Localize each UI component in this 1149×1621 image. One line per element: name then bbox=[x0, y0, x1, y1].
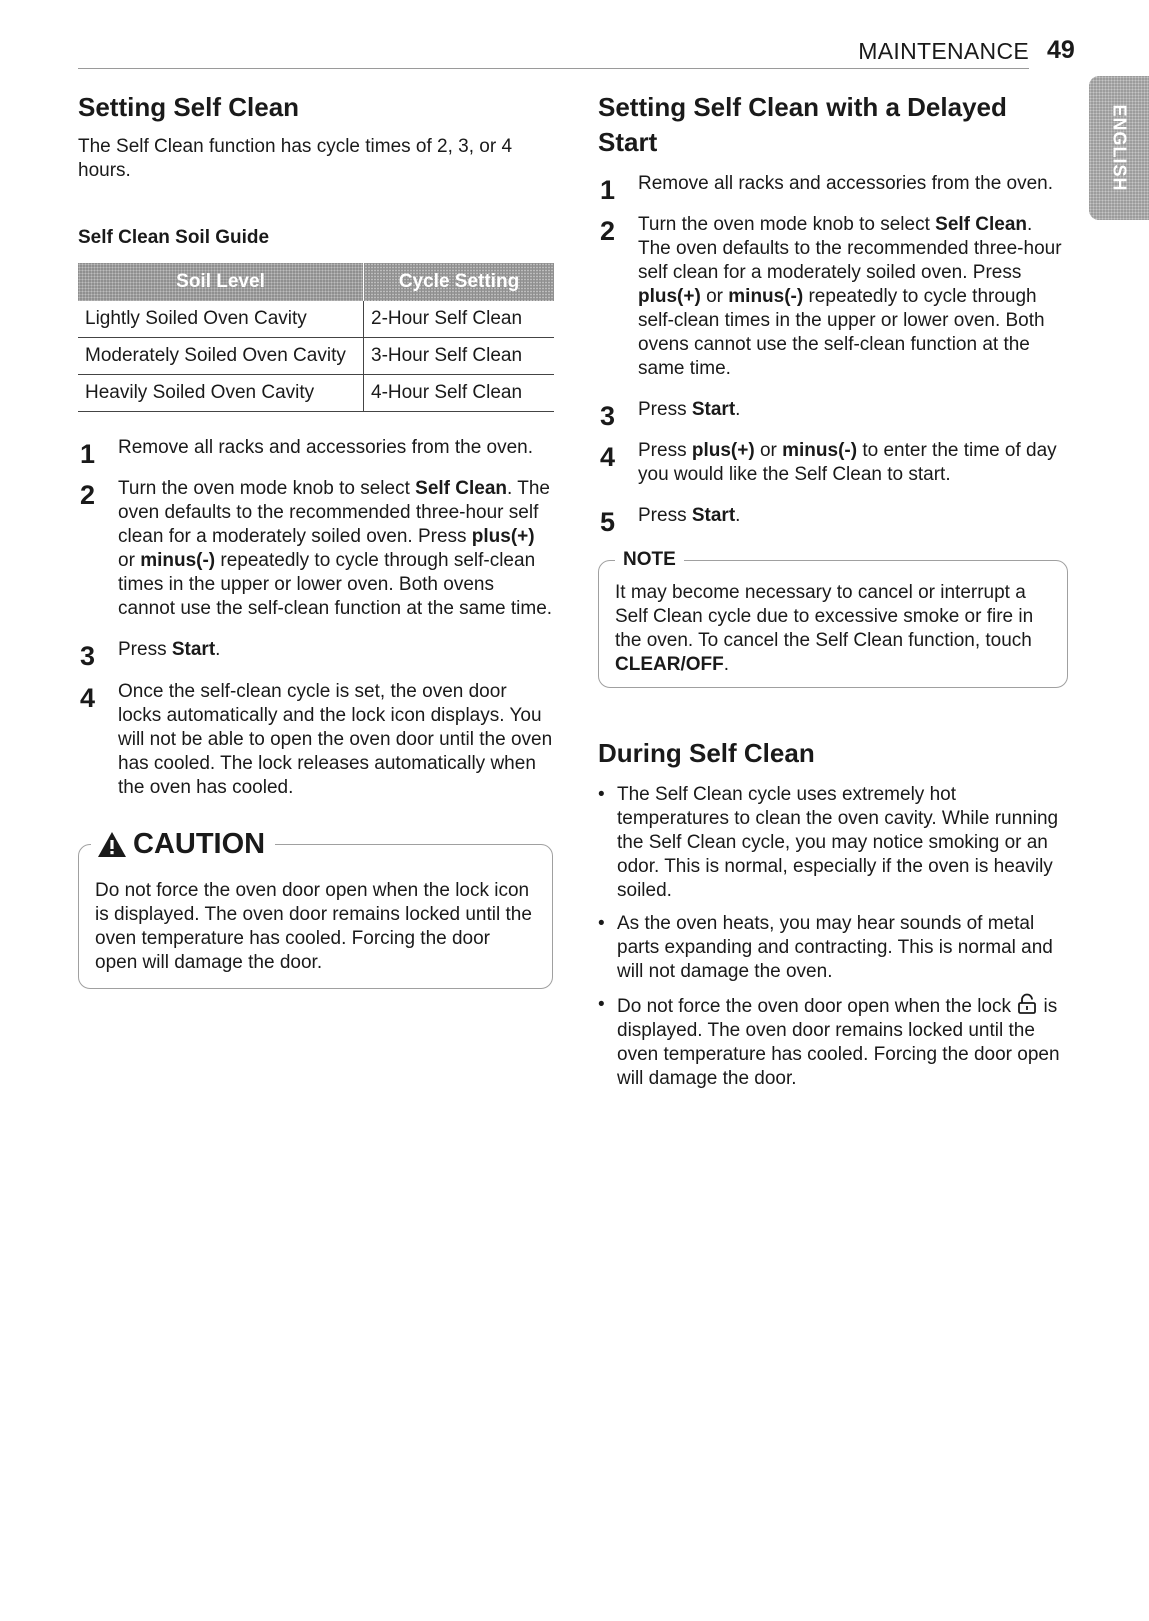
bullet: • bbox=[598, 784, 605, 805]
language-tab bbox=[1089, 76, 1149, 220]
step-number: 4 bbox=[600, 442, 616, 472]
table-header-cycle-setting: Cycle Setting bbox=[364, 263, 555, 301]
note-label: NOTE bbox=[615, 548, 684, 572]
list-item bbox=[598, 439, 1068, 487]
table-cell: Heavily Soiled Oven Cavity bbox=[78, 375, 364, 412]
table-header-soil-level: Soil Level bbox=[78, 263, 364, 301]
section-title: During Self Clean bbox=[598, 738, 815, 768]
list-item bbox=[598, 783, 1068, 903]
running-header: MAINTENANCE bbox=[858, 38, 1029, 64]
step-number: 3 bbox=[600, 401, 616, 431]
step-text: Remove all racks and accessories from the oven. bbox=[638, 173, 1054, 194]
step-number: 5 bbox=[600, 507, 616, 537]
intro-text: The Self Clean function has cycle times of 2, 3, or 4 hours. bbox=[78, 136, 513, 181]
bullet-text: As the oven heats, you may hear sounds of metal parts expanding and contracting. This is normal and will not damage the oven. bbox=[617, 913, 1053, 982]
step-text: Press Start. bbox=[638, 505, 741, 526]
step-text: Press Start. bbox=[118, 639, 221, 660]
bullet: • bbox=[598, 913, 605, 934]
section-title: Setting Self Clean bbox=[78, 92, 300, 122]
header-divider bbox=[78, 68, 1029, 69]
step-text: Once the self-clean cycle is set, the oven door locks automatically and the lock icon displays. You will not be able to open the oven door until the oven has cooled. The lock releases automatically when the oven has cooled. bbox=[118, 681, 553, 798]
caution-label: CAUTION bbox=[91, 824, 275, 864]
list-item bbox=[78, 638, 553, 671]
step-number: 3 bbox=[80, 641, 96, 671]
list-item bbox=[78, 436, 553, 469]
warning-triangle-icon bbox=[97, 831, 127, 858]
bullet: • bbox=[598, 994, 605, 1015]
step-number: 4 bbox=[80, 683, 96, 713]
table-cell: 3-Hour Self Clean bbox=[364, 338, 555, 375]
list-item bbox=[598, 912, 1068, 984]
table-cell: 4-Hour Self Clean bbox=[364, 375, 555, 412]
left-column bbox=[78, 90, 553, 989]
list-item bbox=[598, 993, 1068, 1091]
step-text: Turn the oven mode knob to select Self Clean. The oven defaults to the recommended three-hour self clean for a moderately soiled oven. Press plus(+) or minus(-) repeatedly to cycle through self-clean times in the upper or lower oven. Both ovens cannot use the self-clean function at the same time. bbox=[118, 478, 553, 619]
caution-text: Do not force the oven door open when the lock icon is displayed. The oven door remains locked until the oven temperature has cooled. Forcing the door open will damage the door. bbox=[95, 880, 532, 973]
list-item bbox=[598, 213, 1068, 381]
step-text: Press Start. bbox=[638, 399, 741, 420]
delayed-start-steps bbox=[598, 172, 1068, 537]
note-text: It may become necessary to cancel or interrupt a Self Clean cycle due to excessive smoke or fire in the oven. To cancel the Self Clean function, touch CLEAR/OFF. bbox=[615, 582, 1034, 675]
step-number: 1 bbox=[600, 175, 616, 205]
step-text: Turn the oven mode knob to select Self Clean. The oven defaults to the recommended three-hour self clean for a moderately soiled oven. Press plus(+) or minus(-) repeatedly to cycle through self-clean times in the upper or lower oven. Both ovens cannot use the self-clean function at the same time. bbox=[638, 214, 1062, 379]
step-number: 1 bbox=[80, 439, 96, 469]
step-text: Remove all racks and accessories from the oven. bbox=[118, 437, 534, 458]
self-clean-steps bbox=[78, 436, 553, 800]
step-number: 2 bbox=[80, 480, 96, 510]
list-item bbox=[598, 398, 1068, 431]
soil-guide-title: Self Clean Soil Guide bbox=[78, 227, 270, 248]
lock-icon bbox=[1016, 993, 1038, 1015]
language-tab-label: ENGLISH bbox=[1109, 104, 1130, 192]
step-number: 2 bbox=[600, 216, 616, 246]
table-row bbox=[78, 375, 554, 412]
soil-guide-table bbox=[78, 263, 554, 412]
table-cell: Moderately Soiled Oven Cavity bbox=[78, 338, 364, 375]
table-cell: Lightly Soiled Oven Cavity bbox=[78, 301, 364, 338]
bullet-text: Do not force the oven door open when the lock is displayed. The oven door remains locked until the oven temperature has cooled. Forcing the door open will damage the door. bbox=[617, 993, 1068, 1091]
table-cell: 2-Hour Self Clean bbox=[364, 301, 555, 338]
table-row bbox=[78, 301, 554, 338]
during-self-clean-list bbox=[598, 783, 1068, 1091]
right-column bbox=[598, 90, 1068, 1100]
page-number: 49 bbox=[1047, 36, 1075, 64]
list-item bbox=[78, 680, 553, 800]
list-item bbox=[598, 504, 1068, 537]
bullet-text: The Self Clean cycle uses extremely hot temperatures to clean the oven cavity. While running the Self Clean cycle, you may notice smoking or an odor. This is normal, especially if the oven is heavily soiled. bbox=[617, 784, 1059, 901]
section-title: Setting Self Clean with a Delayed Start bbox=[598, 92, 1007, 157]
table-row bbox=[78, 338, 554, 375]
caution-box bbox=[78, 828, 553, 989]
step-text: Press plus(+) or minus(-) to enter the time of day you would like the Self Clean to start. bbox=[638, 440, 1057, 485]
list-item bbox=[598, 172, 1068, 205]
note-box bbox=[598, 549, 1068, 688]
list-item bbox=[78, 477, 553, 621]
